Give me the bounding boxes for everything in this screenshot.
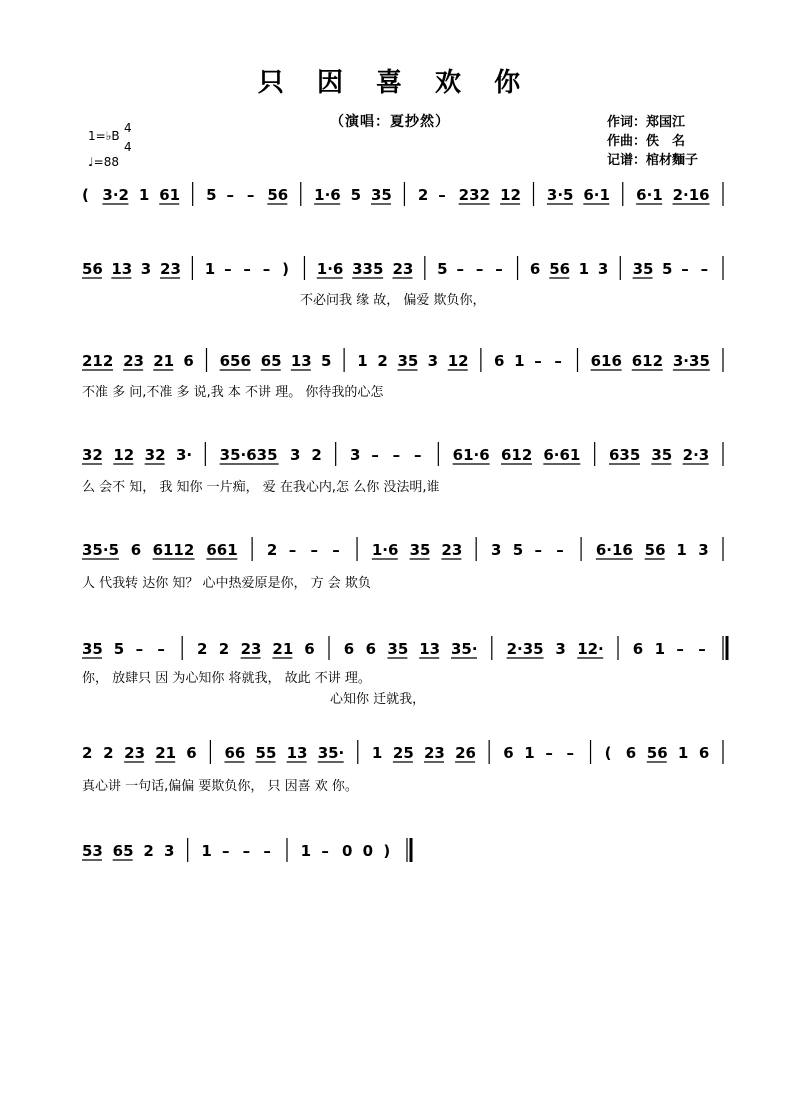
note-group: 0 — [362, 842, 374, 860]
note-group: 35· — [317, 744, 345, 762]
note-group: 6·1 — [636, 186, 663, 204]
note-group: 3·35 — [672, 352, 710, 370]
note-group: 56 — [549, 260, 571, 278]
note-group: 65 — [260, 352, 282, 370]
note-group: 6 — [343, 640, 355, 658]
note-group: 56 — [82, 260, 103, 278]
note-group: 61 — [159, 186, 181, 204]
note-group: 61·6 — [452, 446, 490, 464]
score-line-music — [0, 535, 790, 561]
note-group: 35 — [409, 541, 431, 559]
note-group: 1 — [357, 352, 368, 370]
note-group: 3 — [290, 446, 301, 464]
note-group: 21 — [153, 352, 175, 370]
note-group: 3· — [176, 446, 193, 464]
note-group: 6 — [494, 352, 505, 370]
note-group: 6 — [632, 640, 644, 658]
note-group: – — [700, 260, 709, 278]
lyric-line-alt: 心知你 迁就我， — [330, 692, 426, 707]
note-group: 2 — [143, 842, 154, 860]
note-group: 3 — [350, 446, 361, 464]
note-group: 6·1 — [583, 186, 610, 204]
lyricist-credit: 作词：郑国江 — [607, 115, 686, 130]
score-line-music — [0, 180, 790, 206]
note-group: 65 — [112, 842, 134, 860]
note-group: 1 — [524, 744, 535, 762]
note-group: 212 — [82, 352, 114, 370]
note-group: 6 — [503, 744, 514, 762]
note-group: 12· — [577, 640, 604, 658]
note-group: – — [554, 352, 562, 370]
note-group: 2 — [377, 352, 388, 370]
note-group: – — [310, 541, 318, 559]
note-group: 23 — [123, 352, 144, 370]
note-group: 661 — [206, 541, 238, 559]
note-group: 5 — [350, 186, 362, 204]
note-group: ) — [282, 260, 289, 278]
note-group: 13 — [290, 352, 312, 370]
song-title: 只 因 喜 欢 你 — [257, 68, 533, 98]
note-group: 23 — [124, 744, 146, 762]
note-group: – — [226, 186, 234, 204]
note-group: – — [288, 541, 297, 559]
note-group: – — [698, 640, 706, 658]
score-line-music — [0, 738, 790, 764]
note-group: 5 — [661, 260, 673, 278]
note-group: 1 — [514, 352, 525, 370]
note-group: 3 — [164, 842, 175, 860]
note-group: 35 — [632, 260, 654, 278]
note-group: – — [135, 640, 144, 658]
note-group: 35 — [397, 352, 419, 370]
note-group: 1 — [300, 842, 312, 860]
note-group: 1 — [578, 260, 590, 278]
note-group: 6 — [183, 352, 194, 370]
note-group: 35 — [371, 186, 392, 204]
lyric-line: 你， 放肆只 因 为心知你 将就我， 故此 不讲 理。 — [82, 671, 371, 686]
score-line-music — [0, 254, 790, 280]
note-group: 12 — [500, 186, 521, 204]
note-group: – — [157, 640, 165, 658]
note-group: 1 — [676, 541, 687, 559]
note-group: 3 — [698, 541, 709, 559]
note-group: 32 — [144, 446, 166, 464]
note-group: – — [262, 260, 271, 278]
note-group: 13 — [286, 744, 308, 762]
note-group: 56 — [267, 186, 289, 204]
note-group: 35·635 — [219, 446, 278, 464]
note-group: 1·6 — [314, 186, 341, 204]
note-group: 3 — [555, 640, 566, 658]
lyric-line: 不准 多 问,不准 多 说,我 本 不讲 理。 你待我的心怎 — [82, 385, 384, 400]
note-group: 55 — [255, 744, 277, 762]
note-group: 2·3 — [682, 446, 710, 464]
note-group: – — [676, 640, 684, 658]
note-group: – — [456, 260, 465, 278]
note-group: 5 — [512, 541, 524, 559]
note-group: 2·16 — [672, 186, 710, 204]
key-signature — [86, 120, 146, 176]
note-group: – — [495, 260, 503, 278]
note-group: 23 — [240, 640, 262, 658]
note-group: 23 — [441, 541, 463, 559]
note-group: – — [224, 260, 232, 278]
note-group: 5 — [437, 260, 448, 278]
note-group: 635 — [609, 446, 641, 464]
note-group: 3 — [427, 352, 439, 370]
note-group: 12 — [447, 352, 469, 370]
lyric-line: 么 会不 知， 我 知你 一片痴， 爱 在我心内,怎 么你 没法明,谁 — [82, 480, 440, 495]
note-group: 6112 — [152, 541, 195, 559]
note-group: 2 — [417, 186, 429, 204]
note-group: – — [414, 446, 422, 464]
note-group: 1 — [371, 744, 383, 762]
time-signature-bottom: 4 — [124, 140, 132, 154]
note-group: 616 — [590, 352, 622, 370]
note-group: 13 — [419, 640, 441, 658]
note-group: 6·61 — [543, 446, 581, 464]
note-group: – — [475, 260, 484, 278]
note-group: – — [534, 352, 542, 370]
note-group: 56 — [646, 744, 668, 762]
note-group: 1·6 — [316, 260, 344, 278]
note-group: – — [321, 842, 329, 860]
note-group: 23 — [392, 260, 414, 278]
note-group: 3 — [140, 260, 152, 278]
note-group: 6 — [625, 744, 637, 762]
note-group: 6 — [130, 541, 142, 559]
note-group: – — [332, 541, 340, 559]
note-group: 0 — [342, 842, 353, 860]
singer-credit: （演唱：夏抄然） — [330, 114, 450, 130]
note-group: 3·5 — [546, 186, 574, 204]
key-label: 1=♭B — [88, 129, 120, 143]
note-group: 23 — [160, 260, 181, 278]
note-group: – — [371, 446, 379, 464]
note-group: – — [243, 260, 251, 278]
note-group: – — [242, 842, 251, 860]
note-group: 35 — [387, 640, 409, 658]
score-line-music — [0, 634, 790, 660]
lyric-line: 真心讲 一句话,偏偏 要欺负你， 只 因喜 欢 你。 — [82, 779, 358, 794]
composer-credit: 作曲：佚 名 — [607, 134, 686, 149]
note-group: 3·2 — [102, 186, 129, 204]
note-group: 66 — [224, 744, 246, 762]
note-group: 656 — [219, 352, 251, 370]
note-group: 5 — [206, 186, 217, 204]
note-group: 2 — [218, 640, 230, 658]
note-group: 26 — [455, 744, 476, 762]
score-line-music — [0, 440, 790, 466]
note-group: 2 — [311, 446, 322, 464]
note-group: 6·16 — [595, 541, 633, 559]
note-group: 612 — [501, 446, 533, 464]
note-group: 35·5 — [82, 541, 120, 559]
note-group: 1 — [677, 744, 689, 762]
note-group: 6 — [529, 260, 541, 278]
note-group: 335 — [352, 260, 384, 278]
note-group: 1·6 — [371, 541, 399, 559]
note-group: 612 — [631, 352, 664, 370]
score-line-music — [0, 836, 790, 862]
note-group: 2 — [103, 744, 114, 762]
note-group: – — [545, 744, 553, 762]
note-group: 1 — [654, 640, 666, 658]
note-group: 5 — [113, 640, 125, 658]
note-group: 25 — [392, 744, 414, 762]
note-group: 35· — [451, 640, 478, 658]
note-group: – — [222, 842, 230, 860]
note-group: 2·35 — [506, 640, 544, 658]
note-group: 5 — [321, 352, 332, 370]
note-group: – — [246, 186, 255, 204]
note-group: 12 — [113, 446, 135, 464]
note-group: 3 — [490, 541, 502, 559]
note-group: 2 — [266, 541, 278, 559]
note-group: 6 — [365, 640, 377, 658]
note-group: ) — [383, 842, 391, 860]
note-group: 21 — [155, 744, 177, 762]
note-group: 32 — [82, 446, 103, 464]
lyric-line: 人 代我转 达你 知？ 心中热爱原是你， 方 会 欺负 — [82, 576, 371, 591]
time-signature-top: 4 — [124, 121, 132, 135]
note-group: 56 — [644, 541, 666, 559]
note-group: 35 — [651, 446, 673, 464]
note-group: 2 — [197, 640, 208, 658]
transcriber-credit: 记谱：棺材麵子 — [607, 153, 699, 168]
note-group: – — [556, 541, 564, 559]
note-group: 1 — [138, 186, 150, 204]
note-group: 23 — [424, 744, 445, 762]
lyric-line: 不必问我 缘 故， 偏爱 欺负你， — [300, 293, 486, 308]
note-group: 35 — [82, 640, 103, 658]
note-group: 6 — [698, 744, 710, 762]
note-group: 21 — [272, 640, 294, 658]
note-group: – — [392, 446, 401, 464]
note-group: 1 — [204, 260, 216, 278]
note-group: – — [263, 842, 271, 860]
note-group: ( — [82, 186, 89, 204]
note-group: – — [534, 541, 543, 559]
note-group: 2 — [82, 744, 93, 762]
note-group: – — [681, 260, 689, 278]
note-group: ( — [604, 744, 612, 762]
note-group: 6 — [304, 640, 315, 658]
note-group: – — [438, 186, 446, 204]
note-group: 53 — [82, 842, 103, 860]
note-group: 232 — [458, 186, 490, 204]
score-line-music — [0, 346, 790, 372]
note-group: – — [566, 744, 574, 762]
note-group: 1 — [201, 842, 212, 860]
tempo-marking: ♩=88 — [88, 155, 119, 169]
note-group: 3 — [597, 260, 609, 278]
note-group: 6 — [186, 744, 197, 762]
note-group: 13 — [111, 260, 133, 278]
